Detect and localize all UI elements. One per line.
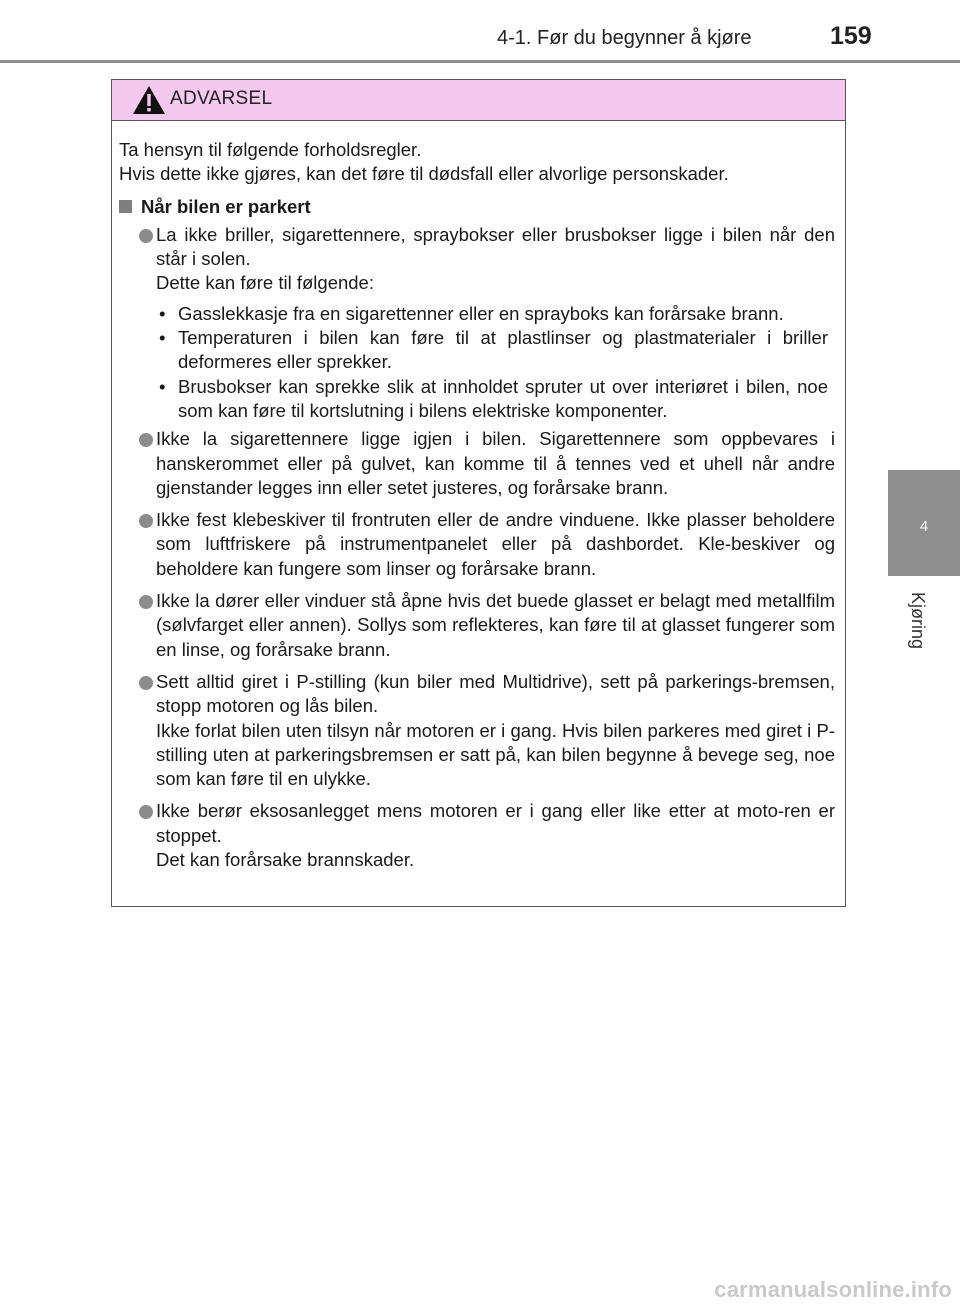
chapter-label: Kjøring	[908, 592, 928, 650]
sub-list	[119, 302, 835, 423]
item-text: Det kan forårsake brannskader.	[156, 849, 415, 871]
warning-triangle-icon	[132, 85, 166, 115]
dot-bullet-icon: •	[159, 327, 166, 349]
circle-bullet-icon	[139, 805, 153, 819]
header-rule	[0, 60, 960, 63]
section-heading-text: Når bilen er parkert	[141, 195, 311, 217]
chapter-number: 4	[919, 518, 929, 535]
circle-bullet-icon	[139, 514, 153, 528]
chapter-tab	[888, 470, 960, 576]
list-item	[119, 508, 835, 581]
circle-bullet-icon	[139, 229, 153, 243]
list-item	[119, 589, 835, 662]
warning-title: ADVARSEL	[170, 88, 273, 109]
item-text: Ikke berør eksosanlegget mens motoren er i gang eller like etter at moto-ren er stoppet.	[156, 800, 835, 846]
item-text: Dette kan føre til følgende:	[156, 272, 374, 294]
item-text: Ikke la sigarettennere ligge igjen i bilen. Sigarettennere som oppbevares i hanskerommet eller på gulvet, kan komme til å tennes ved et uhell når andre gjenstander legges inn eller setet justeres, og forårsake brann.	[156, 428, 835, 498]
intro-line: Hvis dette ikke gjøres, kan det føre til dødsfall eller alvorlige personskader.	[119, 163, 729, 185]
item-text: La ikke briller, sigarettennere, spraybokser eller brusbokser ligge i bilen når den står i solen.	[156, 223, 835, 270]
item-text: Ikke la dører eller vinduer stå åpne hvis det buede glasset er belagt med metallfilm (sølvfarget eller annen). Sollys som reflekteres, kan føre til at glasset fungerer som en linse, og forårsake brann.	[156, 590, 835, 660]
sub-list-item	[119, 375, 835, 424]
dot-bullet-icon: •	[159, 375, 166, 397]
sub-list-item	[119, 302, 835, 326]
section-heading	[119, 195, 835, 219]
warning-header	[112, 80, 845, 121]
square-bullet-icon	[119, 200, 132, 213]
warning-box	[111, 79, 846, 907]
sub-item-text: Temperaturen i bilen kan føre til at plastlinser og plastmaterialer i briller deformeres eller sprekker.	[178, 327, 828, 373]
list-item	[119, 799, 835, 872]
item-text: Ikke forlat bilen uten tilsyn når motoren er i gang. Hvis bilen parkeres med giret i P-stilling uten at parkeringsbremsen er satt på, kan bilen begynne å bevege seg, noe som kan føre til en ulykke.	[156, 719, 835, 790]
list-item	[119, 670, 835, 791]
circle-bullet-icon	[139, 595, 153, 609]
item-text: Ikke fest klebeskiver til frontruten eller de andre vinduene. Ikke plasser beholdere som luftfriskere på instrumentpanelet eller på dashbordet. Kle-beskiver og beholdere kan fungere som linser og forårsake brann.	[156, 509, 835, 579]
watermark: carmanualsonline.info	[714, 1277, 952, 1302]
section-title: 4-1. Før du begynner å kjøre	[497, 27, 752, 49]
list-item	[119, 223, 835, 296]
circle-bullet-icon	[139, 676, 153, 690]
sub-item-text: Brusbokser kan sprekke slik at innholdet spruter ut over interiøret i bilen, noe som kan føre til kortslutning i bilens elektriske komponenter.	[178, 375, 828, 421]
intro-line: Ta hensyn til følgende forholdsregler.	[119, 139, 422, 160]
item-text: Sett alltid giret i P-stilling (kun biler med Multidrive), sett på parkerings-bremsen, stopp motoren og lås bilen.	[156, 670, 835, 717]
list-item	[119, 427, 835, 500]
circle-bullet-icon	[139, 433, 153, 447]
warning-body	[112, 121, 845, 872]
dot-bullet-icon: •	[159, 302, 166, 324]
sub-list-item	[119, 326, 835, 375]
sub-item-text: Gasslekkasje fra en sigarettenner eller en sprayboks kan forårsake brann.	[178, 302, 784, 324]
page-number: 159	[830, 22, 872, 50]
